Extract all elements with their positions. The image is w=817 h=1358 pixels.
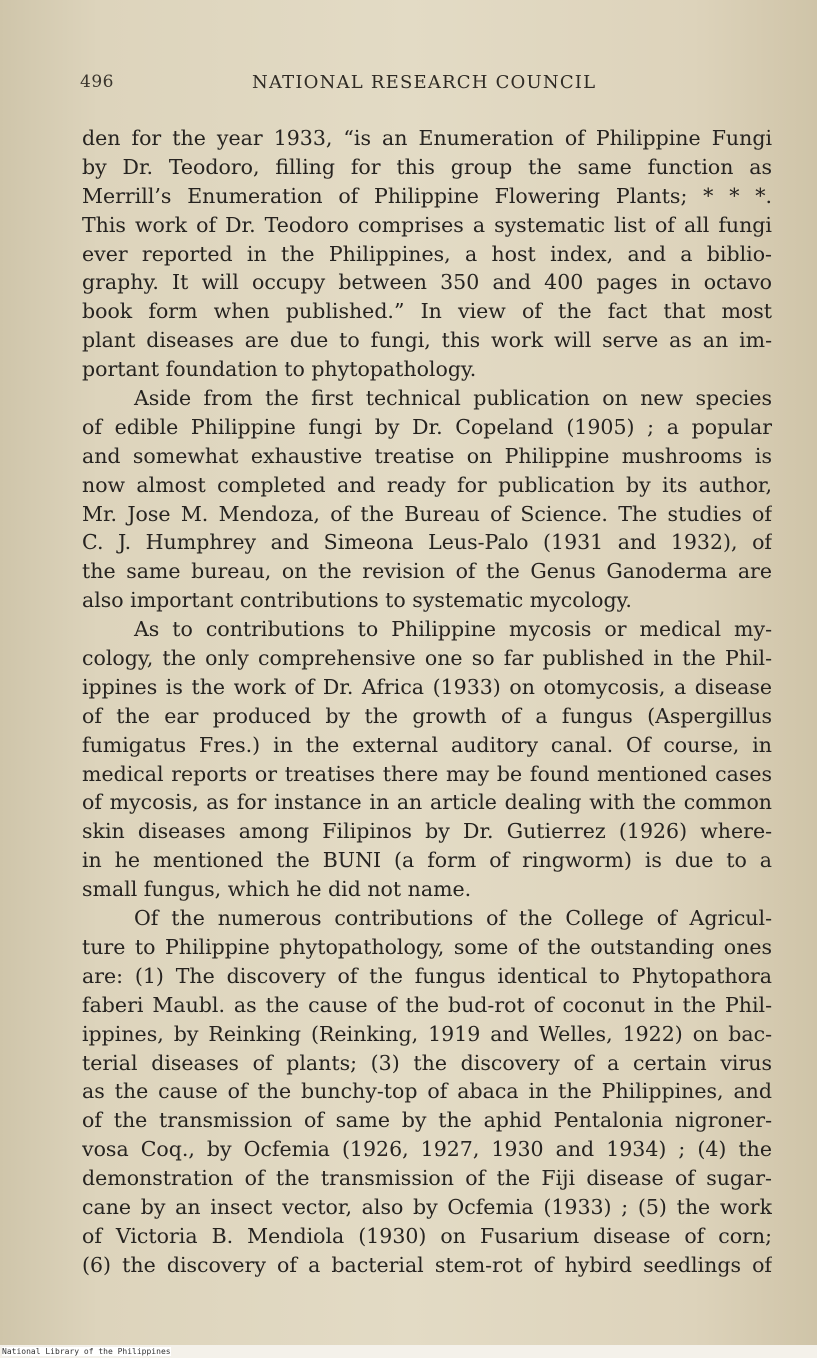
text-line: cane by an insect vector, also by Ocfemia (1933) ; (5) the work	[82, 1194, 772, 1219]
text-line: fumigatus Fres.) in the external auditory canal. Of course, in	[82, 732, 772, 757]
library-credit: National Library of the Philippines	[2, 1347, 171, 1356]
text-line: ippines is the work of Dr. Africa (1933) on otomycosis, a disease	[82, 674, 772, 699]
page-number: 496	[80, 72, 114, 92]
page-header	[80, 72, 770, 100]
text-line: book form when published.” In view of the fact that most	[82, 299, 772, 324]
text-line: Mr. Jose M. Mendoza, of the Bureau of Science. The studies of	[82, 501, 772, 526]
text-line: of the ear produced by the growth of a fungus (Aspergillus	[82, 703, 772, 728]
text-line: of edible Philippine fungi by Dr. Copeland (1905) ; a popular	[82, 414, 772, 439]
text-line: now almost completed and ready for publication by its author,	[82, 472, 772, 497]
text-line: ever reported in the Philippines, a host index, and a biblio-	[82, 241, 772, 266]
text-line: medical reports or treatises there may be found mentioned cases	[82, 761, 772, 786]
text-line: Of the numerous contributions of the College of Agricul-	[134, 906, 772, 931]
text-line: plant diseases are due to fungi, this work will serve as an im-	[82, 328, 772, 353]
text-line: vosa Coq., by Ocfemia (1926, 1927, 1930 and 1934) ; (4) the	[82, 1137, 772, 1162]
text-line: the same bureau, on the revision of the Genus Ganoderma are	[82, 559, 772, 584]
text-line: graphy. It will occupy between 350 and 400 pages in octavo	[82, 270, 772, 295]
text-line: (6) the discovery of a bacterial stem-rot of hybird seedlings of	[82, 1252, 772, 1277]
text-line: of mycosis, as for instance in an article dealing with the common	[82, 790, 772, 815]
text-line: faberi Maubl. as the cause of the bud-rot of coconut in the Phil-	[82, 992, 772, 1017]
text-line: cology, the only comprehensive one so far published in the Phil-	[82, 646, 772, 671]
text-line: also important contributions to systematic mycology.	[82, 588, 632, 613]
text-line: Aside from the first technical publication on new species	[134, 386, 772, 411]
text-line: in he mentioned the BUNI (a form of ringworm) is due to a	[82, 848, 772, 873]
text-line: den for the year 1933, “is an Enumeration of Philippine Fungi	[82, 126, 772, 150]
text-line: ture to Philippine phytopathology, some of the outstanding ones	[82, 934, 772, 959]
text-line: as the cause of the bunchy-top of abaca in the Philippines, and	[82, 1079, 772, 1104]
text-line: Merrill’s Enumeration of Philippine Flowering Plants; * * *.	[82, 183, 772, 208]
text-line: are: (1) The discovery of the fungus identical to Phytopathora	[82, 963, 772, 988]
text-line: skin diseases among Filipinos by Dr. Gutierrez (1926) where-	[82, 819, 772, 844]
text-line: portant foundation to phytopathology.	[82, 357, 477, 382]
text-line: ippines, by Reinking (Reinking, 1919 and Welles, 1922) on bac-	[82, 1021, 772, 1046]
text-line: of Victoria B. Mendiola (1930) on Fusarium disease of corn;	[82, 1223, 772, 1248]
text-line: of the transmission of same by the aphid Pentalonia nigroner-	[82, 1108, 772, 1133]
text-line: by Dr. Teodoro, filling for this group the same function as	[82, 154, 772, 179]
text-line: demonstration of the transmission of the Fiji disease of sugar-	[82, 1166, 772, 1191]
text-line: and somewhat exhaustive treatise on Philippine mushrooms is	[82, 443, 772, 468]
text-line: terial diseases of plants; (3) the discovery of a certain virus	[82, 1050, 772, 1075]
text-line: C. J. Humphrey and Simeona Leus-Palo (1931 and 1932), of	[82, 530, 772, 555]
running-head: NATIONAL RESEARCH COUNCIL	[252, 72, 597, 93]
text-line: As to contributions to Philippine mycosis or medical my-	[134, 617, 772, 642]
text-line: This work of Dr. Teodoro comprises a systematic list of all fungi	[82, 212, 772, 237]
body-text	[82, 124, 772, 1280]
text-line: small fungus, which he did not name.	[82, 877, 472, 902]
